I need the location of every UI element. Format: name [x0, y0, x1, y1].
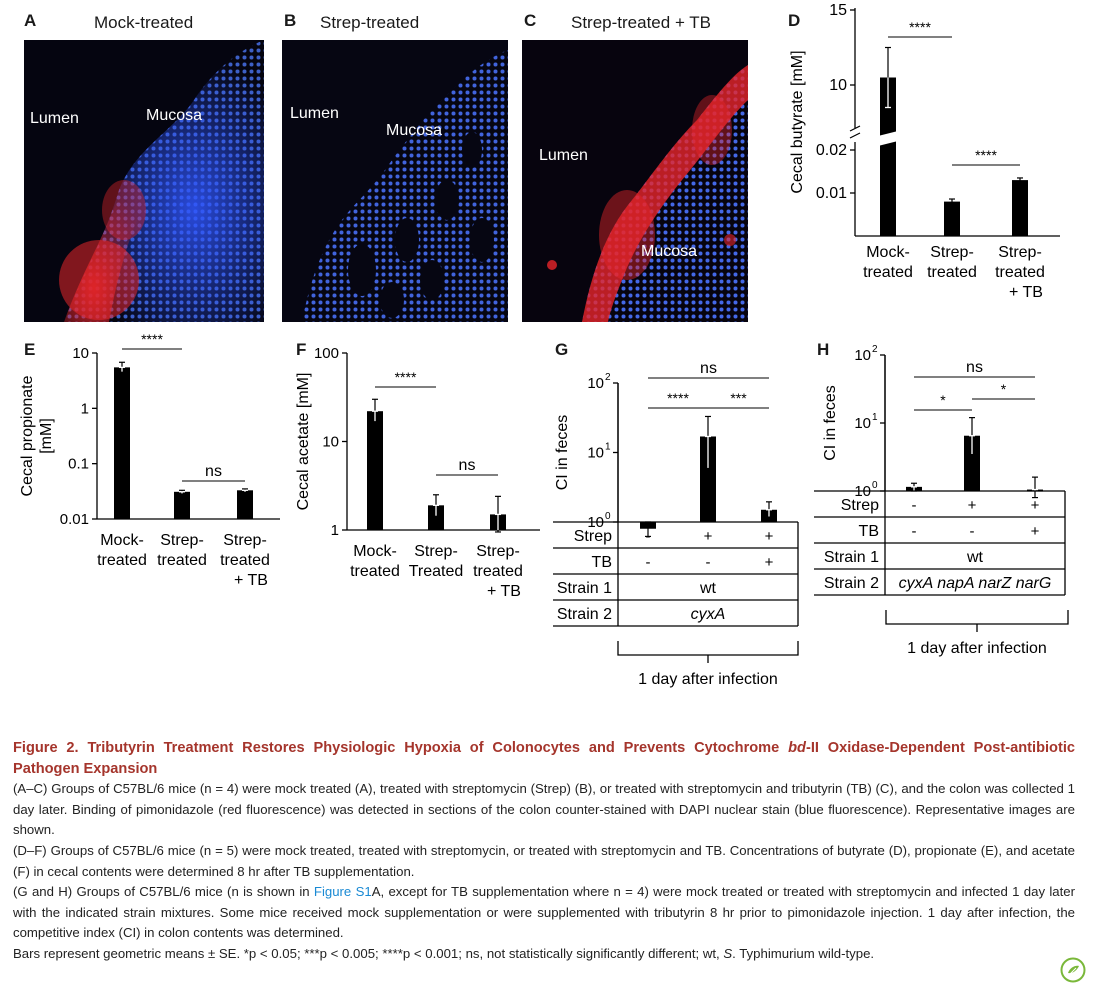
caption-title: Figure 2. Tributyrin Treatment Restores Physiologic Hypoxia of Colonocytes and Prevents Cytochrome bd-II Oxidase-Dependent Post-antibiotic Pathogen Expansion [13, 740, 1075, 777]
micrograph-a-lumen-label: Lumen [30, 110, 79, 127]
panel-b-title: Strep-treated [320, 13, 420, 32]
H-table-cell-1-1: - [969, 523, 975, 540]
G-significance-label-2: *** [730, 390, 747, 406]
D-bar-2 [1012, 180, 1028, 236]
F-category-1-0: Strep- [414, 543, 458, 560]
E-bar-0 [114, 367, 130, 519]
G-table-span-3: cyxA [690, 606, 726, 623]
D-category-2-1: treated [995, 264, 1045, 281]
D-significance-label-0: **** [909, 19, 931, 35]
D-category-2-2: + TB [1009, 284, 1043, 301]
G-ytick-exp-1: 1 [605, 441, 611, 453]
H-table-span-3: cyxA napA narZ narG [898, 575, 1052, 592]
G-table-span-2: wt [700, 580, 716, 597]
G-table-row-label-1: TB [591, 554, 612, 571]
G-ytick-label-2: 10 [587, 514, 604, 531]
G-table-cell-0-0: - [645, 528, 651, 545]
panel-letter-e: E [24, 340, 36, 359]
D-category-2-0: Strep- [998, 244, 1042, 261]
H-ytick-label-1: 10 [854, 415, 871, 432]
G-significance-label-0: ns [700, 360, 717, 377]
E-bar-1 [174, 492, 190, 519]
F-category-1-1: Treated [408, 563, 464, 580]
E-bar-2 [237, 490, 253, 519]
D-axis-break-2 [850, 133, 860, 138]
G-table-row-label-3: Strain 2 [556, 606, 612, 623]
micrograph-c-lumen-label: Lumen [539, 147, 588, 164]
D-category-0-0: Mock- [866, 244, 910, 261]
H-table-cell-0-2: + [1030, 497, 1040, 514]
E-category-2-0: Strep- [223, 532, 267, 549]
F-bar-0 [367, 411, 383, 530]
G-ytick-exp-2: 0 [605, 511, 611, 522]
H-ytick-exp-2: 0 [872, 480, 878, 491]
H-significance-label-0: ns [966, 359, 983, 376]
micrograph-a-mucosa-label: Mucosa [146, 107, 203, 124]
F-ytick-label-2: 1 [330, 522, 339, 539]
chart-g-ci-feces [540, 330, 820, 700]
H-table-cell-0-0: - [911, 497, 917, 514]
G-table-cell-0-1: + [703, 528, 713, 545]
D-significance-label-1: **** [975, 147, 997, 163]
E-significance-label-1: ns [205, 463, 222, 480]
G-table-cell-1-0: - [645, 554, 651, 571]
H-bracket [886, 610, 1068, 624]
H-table-cell-1-2: + [1030, 523, 1040, 540]
panel-letter-h: H [817, 340, 830, 359]
F-significance-label-1: ns [458, 457, 476, 474]
G-table-row-label-0: Strep [573, 528, 612, 545]
E-category-1-1: treated [157, 552, 207, 569]
caption-paragraph-g-h: (G and H) Groups of C57BL/6 mice (n is shown in Figure S1A, except for TB supplementation where n = 4) were mock treated or treated with streptomycin and infected 1 day later with the indicated strain mixtures. Some mice received mock supplementation or were supplemented with tributyrin 8 hr prior to pimonidazole injection. 1 day after infection, the competitive index (CI) in colon contents was determined. [13, 884, 1075, 941]
D-ytick-label-0: 15 [829, 2, 847, 19]
chart-d-cecal-butyrate [0, 0, 1093, 330]
E-category-2-2: + TB [234, 572, 268, 589]
caption-paragraph-a-c: (A–C) Groups of C57BL/6 mice (n = 4) were mock treated (A), treated with streptomycin (Strep) (B), or treated with streptomycin and tributyrin (TB) (C), and the colon was collected 1 day later. Binding of pimonidazole (red fluorescence) was detected in sections of the colon counter-stained with DAPI nuclear stain (blue fluorescence). Representative images are shown. [13, 781, 1075, 838]
F-category-0-0: Mock- [353, 543, 397, 560]
micrograph-b-mucosa-label: Mucosa [386, 122, 443, 139]
E-significance-label-0: **** [141, 331, 163, 347]
D-ytick-label-3: 0.01 [815, 185, 847, 202]
F-ylabel-0: Cecal acetate [mM] [295, 372, 312, 511]
G-significance-label-1: **** [667, 390, 689, 406]
G-bracket-label: 1 day after infection [638, 671, 778, 688]
D-ytick-label-1: 10 [829, 77, 847, 94]
panel-letter-f: F [296, 340, 307, 359]
F-category-0-1: treated [350, 563, 400, 580]
E-ylabel-0: Cecal propionate [19, 375, 36, 497]
caption-paragraph-stats: Bars represent geometric means ± SE. *p < 0.05; ***p < 0.005; ****p < 0.001; ns, not statistically significantly different; wt, S. Typhimurium wild-type. [13, 945, 875, 961]
E-ytick-label-1: 1 [80, 400, 89, 418]
E-category-2-1: treated [220, 552, 270, 569]
H-table-row-label-3: Strain 2 [823, 575, 879, 592]
F-ytick-label-1: 10 [322, 433, 339, 451]
E-ylabel-1: [mM] [38, 418, 55, 454]
E-category-0-0: Mock- [100, 532, 144, 549]
F-significance-label-0: **** [394, 369, 417, 385]
G-table-row-label-2: Strain 1 [556, 580, 612, 597]
D-category-0-1: treated [863, 264, 913, 281]
F-category-2-2: + TB [487, 583, 521, 600]
G-table-cell-1-2: + [764, 554, 774, 571]
panel-a-title: Mock-treated [94, 13, 194, 32]
G-table-cell-1-1: - [705, 554, 711, 571]
G-ytick-label-0: 10 [587, 375, 604, 392]
D-bar-1 [944, 202, 960, 236]
H-table-row-label-2: Strain 1 [823, 549, 879, 566]
E-ytick-label-0: 10 [72, 345, 89, 362]
H-ylabel-0: CI in feces [822, 385, 839, 461]
H-table-cell-1-0: - [911, 523, 917, 540]
G-ytick-label-1: 10 [587, 444, 604, 462]
D-ylabel: Cecal butyrate [mM] [789, 50, 806, 194]
panel-letter-c: C [524, 11, 537, 30]
G-ylabel-0: CI in feces [554, 414, 571, 491]
H-ytick-label-2: 10 [854, 483, 871, 500]
H-bracket-label: 1 day after infection [907, 640, 1047, 657]
H-ytick-exp-0: 2 [872, 344, 878, 355]
panel-letter-g: G [555, 340, 569, 359]
panel-letter-b: B [284, 11, 297, 30]
G-table-cell-0-2: + [764, 528, 774, 545]
chart-f-cecal-acetate [290, 330, 550, 600]
E-ytick-label-2: 0.1 [68, 455, 89, 473]
figure-caption [13, 738, 1075, 965]
D-category-1-0: Strep- [930, 244, 974, 261]
H-significance-label-1: * [940, 392, 946, 408]
H-ytick-label-0: 10 [854, 347, 871, 364]
caption-paragraph-d-f: (D–F) Groups of C57BL/6 mice (n = 5) were mock treated, treated with streptomycin, or treated with streptomycin and TB. Concentrations of butyrate (D), propionate (E), and acetate (F) in cecal contents were determined 8 hr after TB supplementation. [13, 842, 1075, 879]
H-table-cell-0-1: + [967, 497, 977, 514]
F-ytick-label-0: 100 [313, 345, 339, 362]
F-category-2-0: Strep- [476, 543, 520, 560]
H-significance-label-2: * [1000, 381, 1007, 397]
panel-c-title: Strep-treated + TB [571, 13, 712, 32]
chart-h-ci-feces [810, 330, 1093, 670]
H-table-row-label-0: Strep [840, 497, 879, 514]
F-category-2-1: treated [473, 563, 523, 580]
E-ytick-label-3: 0.01 [59, 511, 89, 528]
H-table-span-2: wt [967, 549, 983, 566]
D-ytick-label-2: 0.02 [815, 142, 847, 159]
E-category-1-0: Strep- [160, 532, 204, 549]
chart-e-cecal-propionate [0, 330, 300, 590]
E-category-0-1: treated [97, 552, 147, 569]
G-bracket [618, 641, 798, 655]
panel-letter-a: A [24, 11, 37, 30]
cell-press-logo-icon [1060, 957, 1086, 983]
figure-s1-link[interactable]: Figure S1 [313, 884, 372, 900]
H-ytick-exp-1: 1 [872, 412, 878, 423]
G-ytick-exp-0: 2 [605, 372, 611, 383]
panel-letter-d: D [788, 11, 801, 30]
D-category-1-1: treated [927, 264, 977, 281]
micrograph-c-mucosa-label: Mucosa [641, 243, 698, 260]
micrograph-b-lumen-label: Lumen [290, 105, 339, 122]
H-table-row-label-1: TB [858, 523, 879, 540]
